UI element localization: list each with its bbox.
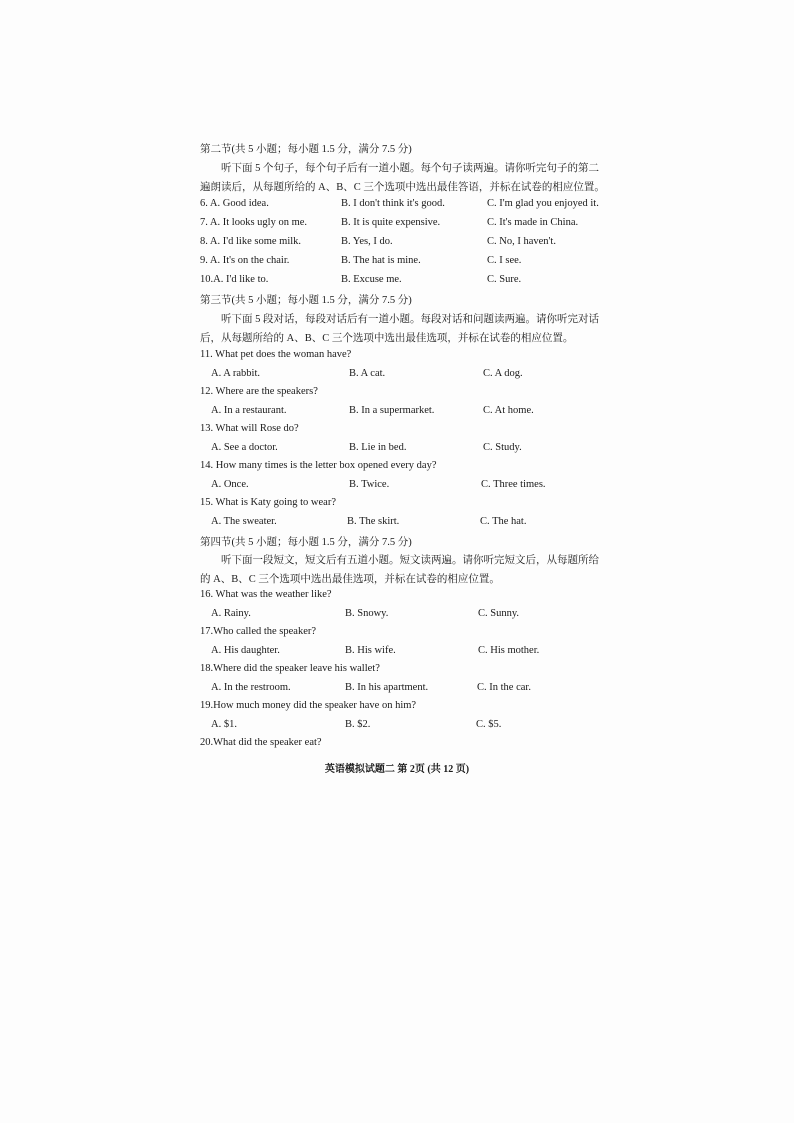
q12-option-a: A. In a restaurant.	[211, 405, 287, 416]
section2-instruction-line2: 遍朗读后，从每题所给的 A、B、C 三个选项中选出最佳答语，并标在试卷的相应位置。	[200, 182, 605, 193]
q14-option-a: A. Once.	[211, 479, 249, 490]
q17-option-a: A. His daughter.	[211, 645, 280, 656]
section4-instruction-line1: 听下面一段短文，短文后有五道小题。短文读两遍。请你听完短文后，从每题所给	[221, 555, 599, 566]
q6-option-a: 6. A. Good idea.	[200, 198, 269, 209]
section3-instruction-line2: 后，从每题所给的 A、B、C 三个选项中选出最佳选项，并标在试卷的相应位置。	[200, 333, 574, 344]
q16-question: 16. What was the weather like?	[200, 589, 332, 600]
q10-option-b: B. Excuse me.	[341, 274, 402, 285]
q7-option-b: B. It is quite expensive.	[341, 217, 441, 228]
q11-option-a: A. A rabbit.	[211, 368, 260, 379]
section3-heading: 第三节(共 5 小题；每小题 1.5 分，满分 7.5 分)	[200, 295, 412, 306]
page-footer: 英语模拟试题二 第 2页 (共 12 页)	[324, 764, 470, 775]
q19-option-b: B. $2.	[345, 719, 371, 730]
q17-option-b: B. His wife.	[345, 645, 396, 656]
q13-option-a: A. See a doctor.	[211, 442, 278, 453]
q18-option-a: A. In the restroom.	[211, 682, 291, 693]
q11-option-c: C. A dog.	[483, 368, 523, 379]
section3-instruction-line1: 听下面 5 段对话，每段对话后有一道小题。每段对话和问题读两遍。请你听完对话	[221, 314, 599, 325]
q17-question: 17.Who called the speaker?	[200, 626, 317, 637]
q20-question: 20.What did the speaker eat?	[200, 737, 322, 748]
section4-instruction-line2: 的 A、B、C 三个选项中选出最佳选项，并标在试卷的相应位置。	[200, 574, 500, 585]
q19-question: 19.How much money did the speaker have on him?	[200, 700, 417, 711]
section2-heading: 第二节(共 5 小题；每小题 1.5 分，满分 7.5 分)	[200, 144, 412, 155]
q13-option-c: C. Study.	[483, 442, 522, 453]
q8-option-a: 8. A. I'd like some milk.	[200, 236, 302, 247]
q12-question: 12. Where are the speakers?	[200, 386, 318, 397]
q13-question: 13. What will Rose do?	[200, 423, 299, 434]
q18-option-c: C. In the car.	[477, 682, 531, 693]
q19-option-a: A. $1.	[211, 719, 237, 730]
q6-option-b: B. I don't think it's good.	[341, 198, 445, 209]
q12-option-b: B. In a supermarket.	[349, 405, 435, 416]
q15-option-a: A. The sweater.	[211, 516, 277, 527]
q14-option-b: B. Twice.	[349, 479, 390, 490]
q8-option-c: C. No, I haven't.	[487, 236, 556, 247]
q11-question: 11. What pet does the woman have?	[200, 349, 352, 360]
q14-option-c: C. Three times.	[481, 479, 546, 490]
q8-option-b: B. Yes, I do.	[341, 236, 393, 247]
q13-option-b: B. Lie in bed.	[349, 442, 407, 453]
q19-option-c: C. $5.	[476, 719, 502, 730]
q16-option-b: B. Snowy.	[345, 608, 389, 619]
section4-heading: 第四节(共 5 小题；每小题 1.5 分，满分 7.5 分)	[200, 537, 412, 548]
q9-option-b: B. The hat is mine.	[341, 255, 421, 266]
q9-option-a: 9. A. It's on the chair.	[200, 255, 290, 266]
q16-option-a: A. Rainy.	[211, 608, 251, 619]
q10-option-c: C. Sure.	[487, 274, 522, 285]
q16-option-c: C. Sunny.	[478, 608, 520, 619]
q7-option-c: C. It's made in China.	[487, 217, 579, 228]
section2-instruction-line1: 听下面 5 个句子，每个句子后有一道小题。每个句子读两遍。请你听完句子的第二	[221, 163, 599, 174]
q18-question: 18.Where did the speaker leave his wallet?	[200, 663, 380, 674]
q12-option-c: C. At home.	[483, 405, 534, 416]
q9-option-c: C. I see.	[487, 255, 522, 266]
q17-option-c: C. His mother.	[478, 645, 540, 656]
q10-option-a: 10.A. I'd like to.	[200, 274, 269, 285]
q6-option-c: C. I'm glad you enjoyed it.	[487, 198, 599, 209]
q11-option-b: B. A cat.	[349, 368, 386, 379]
q15-question: 15. What is Katy going to wear?	[200, 497, 336, 508]
q14-question: 14. How many times is the letter box opened every day?	[200, 460, 437, 471]
q18-option-b: B. In his apartment.	[345, 682, 429, 693]
q15-option-c: C. The hat.	[480, 516, 527, 527]
q7-option-a: 7. A. It looks ugly on me.	[200, 217, 308, 228]
q15-option-b: B. The skirt.	[347, 516, 400, 527]
